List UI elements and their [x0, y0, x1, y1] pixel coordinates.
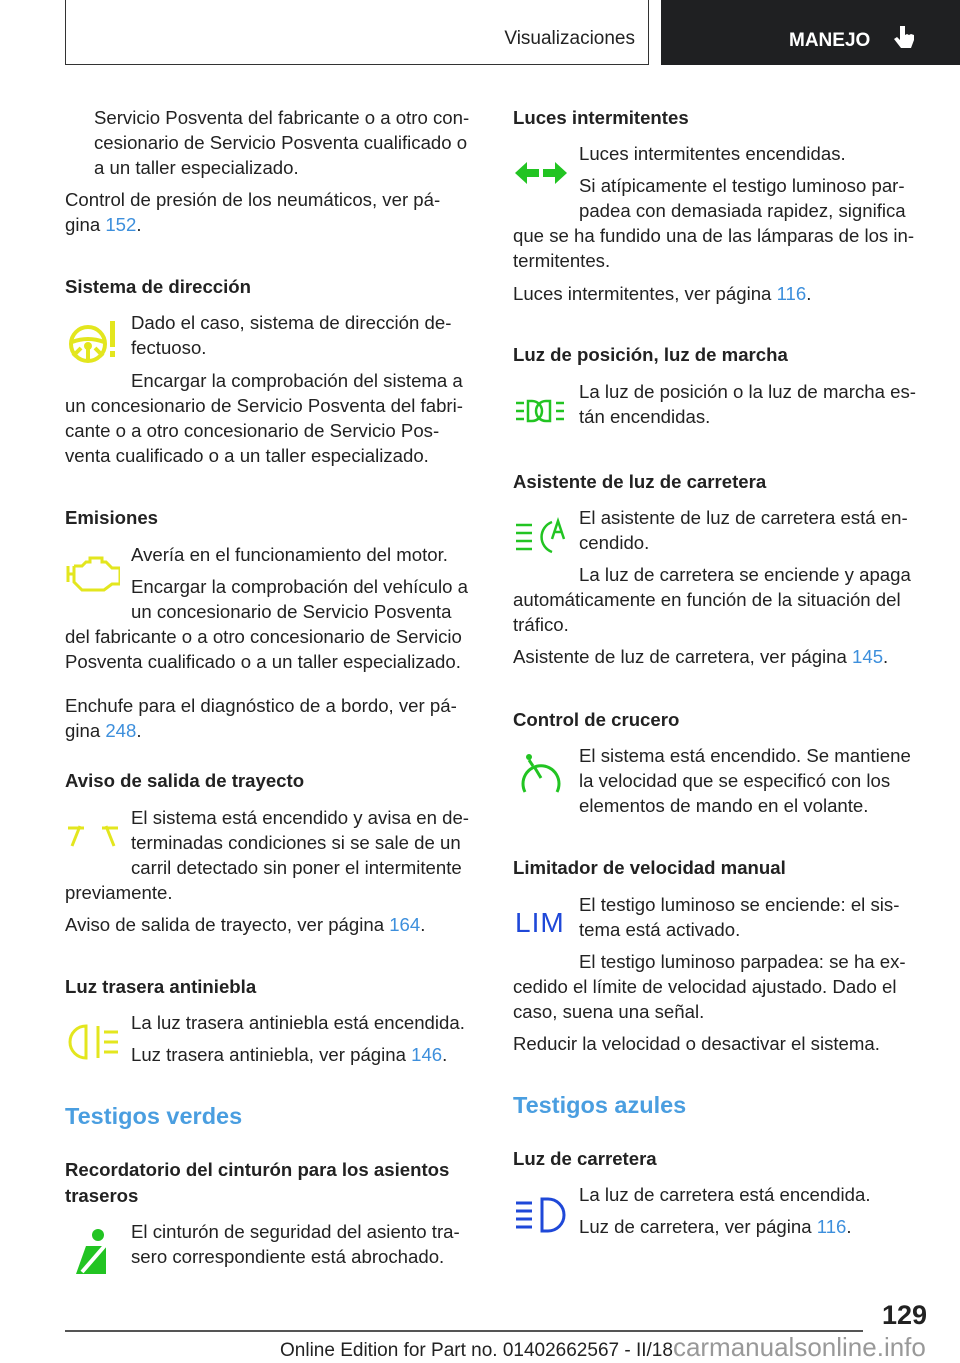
punctuation: .	[136, 213, 142, 235]
line-text: sero correspondiente está abrochado.	[131, 1245, 445, 1267]
heading	[65, 274, 251, 299]
text-line	[513, 999, 704, 1024]
line-text: Testigos azules	[513, 1092, 687, 1118]
line-text: elementos de mando en el volante.	[579, 794, 869, 816]
heading	[513, 105, 689, 130]
page-link[interactable]: 116	[776, 282, 807, 304]
line-text: Reducir la velocidad o desactivar el sistema.	[513, 1032, 880, 1054]
line-text: El testigo luminoso se enciende: el sis-	[579, 893, 900, 915]
line-text: Encargar la comprobación del sistema a	[131, 369, 463, 391]
line-text: Aviso de salida de trayecto, ver página	[65, 913, 390, 935]
text-line	[65, 912, 425, 937]
steering-warning-icon	[66, 318, 118, 366]
parking-light-icon	[514, 398, 566, 424]
line-text: fectuoso.	[131, 336, 207, 358]
header-chapter-tab	[661, 0, 960, 65]
line-text: La luz de posición o la luz de marcha es-	[579, 380, 916, 402]
line-text: Emisiones	[65, 506, 159, 528]
punctuation: .	[883, 645, 889, 667]
text-line	[65, 418, 439, 443]
line-text: a un taller especializado.	[94, 156, 299, 178]
edition-text: Online Edition for Part no. 01402662567 - II/18	[280, 1340, 673, 1361]
page-link[interactable]: 152	[105, 213, 137, 235]
text-line	[579, 530, 649, 555]
line-text: Luz de posición, luz de marcha	[513, 343, 788, 365]
line-text: cendido.	[579, 531, 650, 553]
text-line	[65, 624, 462, 649]
text-line	[65, 880, 173, 905]
punctuation: .	[806, 282, 812, 304]
line-text: Si atípicamente el testigo luminoso par-	[579, 174, 905, 196]
engine-icon	[66, 556, 120, 592]
line-text: Posventa cualificado o a un taller especializado.	[65, 650, 461, 672]
text-line	[579, 743, 911, 768]
heading	[513, 342, 788, 367]
text-line	[513, 612, 569, 637]
text-line	[131, 599, 451, 624]
page-link[interactable]: 164	[389, 913, 421, 935]
text-line	[579, 505, 908, 530]
header-chapter-label: MANEJO	[789, 30, 871, 51]
punctuation: .	[136, 719, 142, 741]
line-text: traseros	[65, 1184, 139, 1206]
line-text: gina	[65, 213, 106, 235]
line-text: Luces intermitentes, ver página	[513, 282, 777, 304]
line-text: Limitador de velocidad manual	[513, 856, 786, 878]
lane-departure-icon	[66, 822, 120, 850]
line-text: termitentes.	[513, 249, 611, 271]
line-text: Encargar la comprobación del vehículo a	[131, 575, 468, 597]
line-text: Luz trasera antiniebla	[65, 975, 257, 997]
text-line	[513, 974, 896, 999]
text-line	[94, 105, 469, 130]
line-text: Sistema de dirección	[65, 275, 252, 297]
line-text: Recordatorio del cinturón para los asientos	[65, 1158, 450, 1180]
text-line	[513, 644, 888, 669]
text-line	[131, 310, 451, 335]
heading	[513, 469, 766, 494]
text-line	[131, 1219, 460, 1244]
line-text: El sistema está encendido. Se mantiene	[579, 744, 911, 766]
text-line	[94, 130, 467, 155]
text-line	[65, 718, 142, 743]
line-text: que se ha fundido una de las lámparas de los in-	[513, 224, 915, 246]
section-title	[513, 1092, 686, 1119]
text-line	[131, 1042, 447, 1067]
line-text: El sistema está encendido y avisa en de-	[131, 806, 469, 828]
text-line	[579, 141, 846, 166]
text-line	[131, 1010, 465, 1035]
punctuation: .	[442, 1043, 448, 1065]
text-line	[65, 212, 142, 237]
cruise-control-icon	[517, 752, 565, 802]
line-text: Servicio Posventa del fabricante o a otro con-	[94, 106, 470, 128]
high-beam-assist-icon	[514, 517, 566, 557]
text-line	[579, 379, 916, 404]
text-line	[65, 693, 457, 718]
line-text: Luces intermitentes	[513, 106, 689, 128]
text-line	[65, 443, 429, 468]
line-text: previamente.	[65, 881, 173, 903]
header-section-box	[65, 0, 649, 65]
line-text: un concesionario de Servicio Posventa del fabri-	[65, 394, 463, 416]
line-text: caso, suena una señal.	[513, 1000, 705, 1022]
text-line	[579, 1214, 852, 1239]
footer-edition	[280, 1332, 926, 1363]
punctuation: .	[846, 1215, 852, 1237]
line-text: automáticamente en función de la situación del	[513, 588, 901, 610]
line-text: terminadas condiciones si se sale de un	[131, 831, 461, 853]
page-number: 129	[882, 1300, 928, 1330]
line-text: venta cualificado o a un taller especializado.	[65, 444, 429, 466]
line-text: gina	[65, 719, 106, 741]
text-line	[579, 949, 906, 974]
line-text: padea con demasiada rapidez, significa	[579, 199, 906, 221]
watermark: carmanualsonline.info	[672, 1332, 926, 1362]
hand-pointer-icon	[893, 24, 915, 54]
text-line	[513, 281, 811, 306]
seatbelt-icon	[72, 1228, 112, 1276]
text-line	[579, 793, 868, 818]
line-text: cesionario de Servicio Posventa cualificado o	[94, 131, 468, 153]
line-text: Luces intermitentes encendidas.	[579, 142, 846, 164]
line-text: El cinturón de seguridad del asiento tra-	[131, 1220, 460, 1242]
line-text: Testigos verdes	[65, 1103, 243, 1129]
text-line	[131, 335, 206, 360]
text-line	[131, 542, 448, 567]
heading	[513, 1146, 657, 1171]
line-text: El testigo luminoso parpadea: se ha ex-	[579, 950, 906, 972]
text-line	[579, 404, 710, 429]
text-line	[65, 187, 440, 212]
heading	[513, 855, 786, 880]
text-line	[65, 649, 461, 674]
line-text: El asistente de luz de carretera está en-	[579, 506, 908, 528]
line-text: Control de presión de los neumáticos, ver pá-	[65, 188, 441, 210]
line-text: Control de crucero	[513, 708, 680, 730]
line-text: La luz de carretera está encendida.	[579, 1183, 871, 1205]
turn-signal-icon	[515, 160, 567, 186]
line-text: Enchufe para el diagnóstico de a bordo, ver pá-	[65, 694, 457, 716]
punctuation: .	[420, 913, 426, 935]
text-line	[579, 917, 740, 942]
text-line	[513, 223, 914, 248]
line-text: Aviso de salida de trayecto	[65, 769, 305, 791]
line-text: Luz de carretera, ver página	[579, 1215, 817, 1237]
line-text: La luz trasera antiniebla está encendida.	[131, 1011, 465, 1033]
line-text: carril detectado sin poner el intermitente	[131, 856, 462, 878]
text-line	[579, 768, 890, 793]
line-text: tema está activado.	[579, 918, 741, 940]
text-line	[513, 248, 610, 273]
line-text: Avería en el funcionamiento del motor.	[131, 543, 448, 565]
text-line	[579, 562, 911, 587]
line-text: cante o a otro concesionario de Servicio Pos-	[65, 419, 440, 441]
line-text: Luz trasera antiniebla, ver página	[131, 1043, 412, 1065]
text-line	[65, 393, 463, 418]
speed-limiter-icon: LIM	[515, 907, 565, 938]
line-text: tán encendidas.	[579, 405, 711, 427]
page-link[interactable]: 145	[852, 645, 884, 667]
heading	[65, 1157, 449, 1182]
text-line	[513, 1031, 880, 1056]
text-line	[579, 1182, 871, 1207]
line-text: Asistente de luz de carretera	[513, 470, 767, 492]
line-text: Asistente de luz de carretera, ver página	[513, 645, 853, 667]
heading	[513, 707, 679, 732]
line-text: La luz de carretera se enciende y apaga	[579, 563, 911, 585]
heading	[65, 974, 256, 999]
high-beam-icon	[514, 1195, 566, 1235]
line-text: un concesionario de Servicio Posventa	[131, 600, 452, 622]
heading	[65, 768, 304, 793]
rear-fog-light-icon	[66, 1022, 120, 1062]
text-line	[131, 805, 469, 830]
line-text: tráfico.	[513, 613, 569, 635]
page-link[interactable]: 248	[105, 719, 137, 741]
text-line	[131, 574, 468, 599]
line-text: cedido el límite de velocidad ajustado. Dado el	[513, 975, 897, 997]
text-line	[579, 198, 906, 223]
header-section-title: Visualizaciones	[504, 28, 635, 49]
text-line	[579, 173, 905, 198]
line-text: la velocidad que se especificó con los	[579, 769, 891, 791]
text-line	[94, 155, 299, 180]
text-line	[131, 368, 463, 393]
text-line	[579, 892, 899, 917]
line-text: del fabricante o a otro concesionario de Servicio	[65, 625, 462, 647]
text-line	[513, 587, 901, 612]
page-link[interactable]: 116	[816, 1215, 847, 1237]
line-text: Luz de carretera	[513, 1147, 657, 1169]
page-link[interactable]: 146	[411, 1043, 443, 1065]
heading	[65, 1183, 138, 1208]
text-line	[131, 1244, 444, 1269]
text-line	[131, 855, 462, 880]
section-title	[65, 1103, 242, 1130]
text-line	[131, 830, 461, 855]
heading	[65, 505, 158, 530]
line-text: Dado el caso, sistema de dirección de-	[131, 311, 452, 333]
